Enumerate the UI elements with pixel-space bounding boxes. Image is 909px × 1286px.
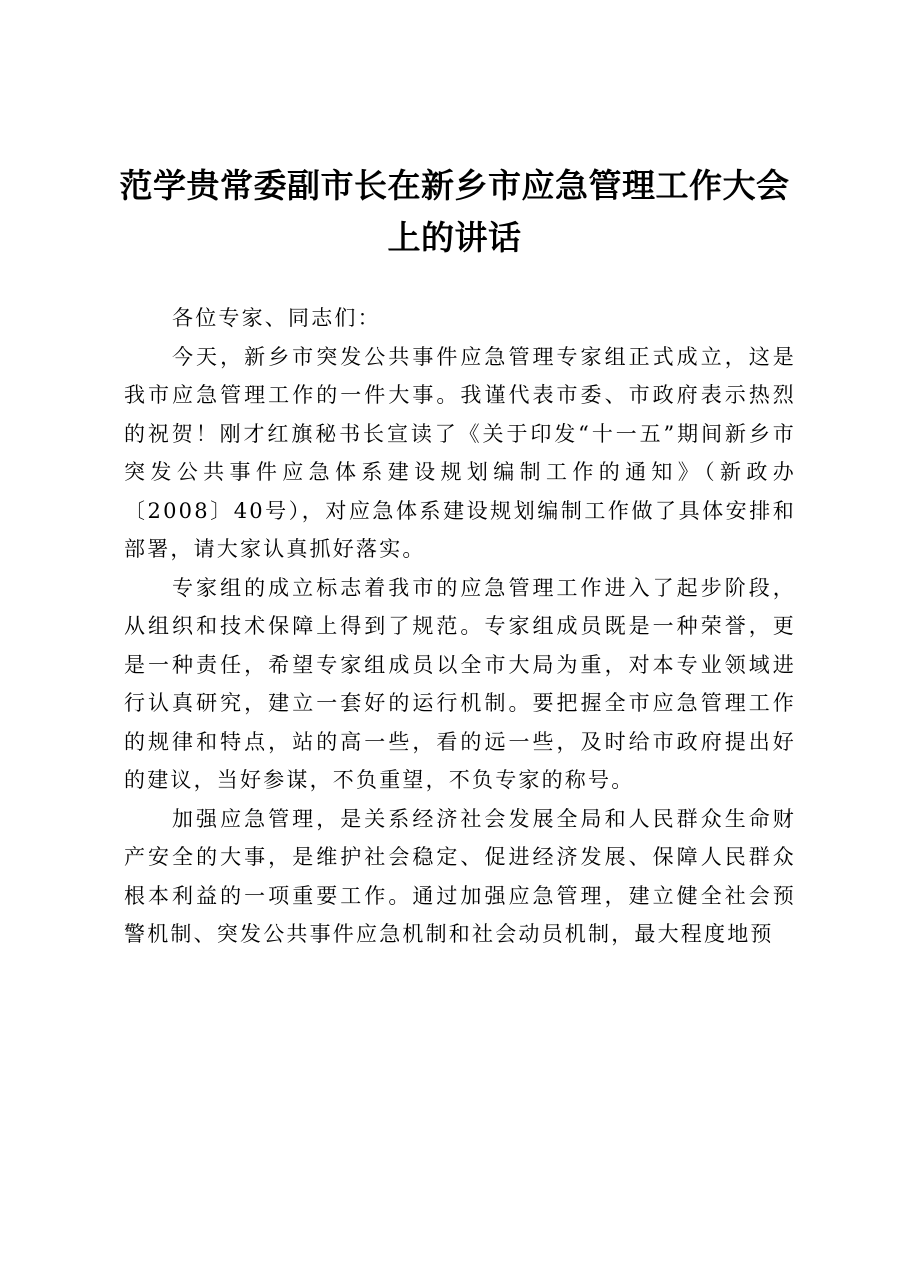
document-title: 范学贵常委副市长在新乡市应急管理工作大会上的讲话 bbox=[119, 166, 790, 257]
body-paragraph-1: 今天，新乡市突发公共事件应急管理专家组正式成立，这是我市应急管理工作的一件大事。我谨代表市委、市政府表示热烈的祝贺！刚才红旗秘书长宣读了《关于印发“十一五”期间新乡市突发公共事件应急体系建设规划编制工作的通知》（新政办〔2008〕40号），对应急体系建设规划编制工作做了具体安排和部署，请大家认真抓好落实。 bbox=[124, 344, 796, 561]
body-paragraph-2: 专家组的成立标志着我市的应急管理工作进入了起步阶段，从组织和技术保障上得到了规范。专家组成员既是一种荣誉，更是一种责任，希望专家组成员以全市大局为重，对本专业领域进行认真研究，建立一套好的运行机制。要把握全市应急管理工作的规律和特点，站的高一些，看的远一些，及时给市政府提出好的建议，当好参谋，不负重望，不负专家的称号。 bbox=[124, 575, 796, 792]
document-body bbox=[124, 299, 796, 954]
salutation-paragraph: 各位专家、同志们： bbox=[172, 306, 381, 330]
body-paragraph-3: 加强应急管理，是关系经济社会发展全局和人民群众生命财产安全的大事，是维护社会稳定、促进经济发展、保障人民群众根本利益的一项重要工作。通过加强应急管理，建立健全社会预警机制、突发公共事件应急机制和社会动员机制，最大程度地预 bbox=[124, 806, 796, 946]
